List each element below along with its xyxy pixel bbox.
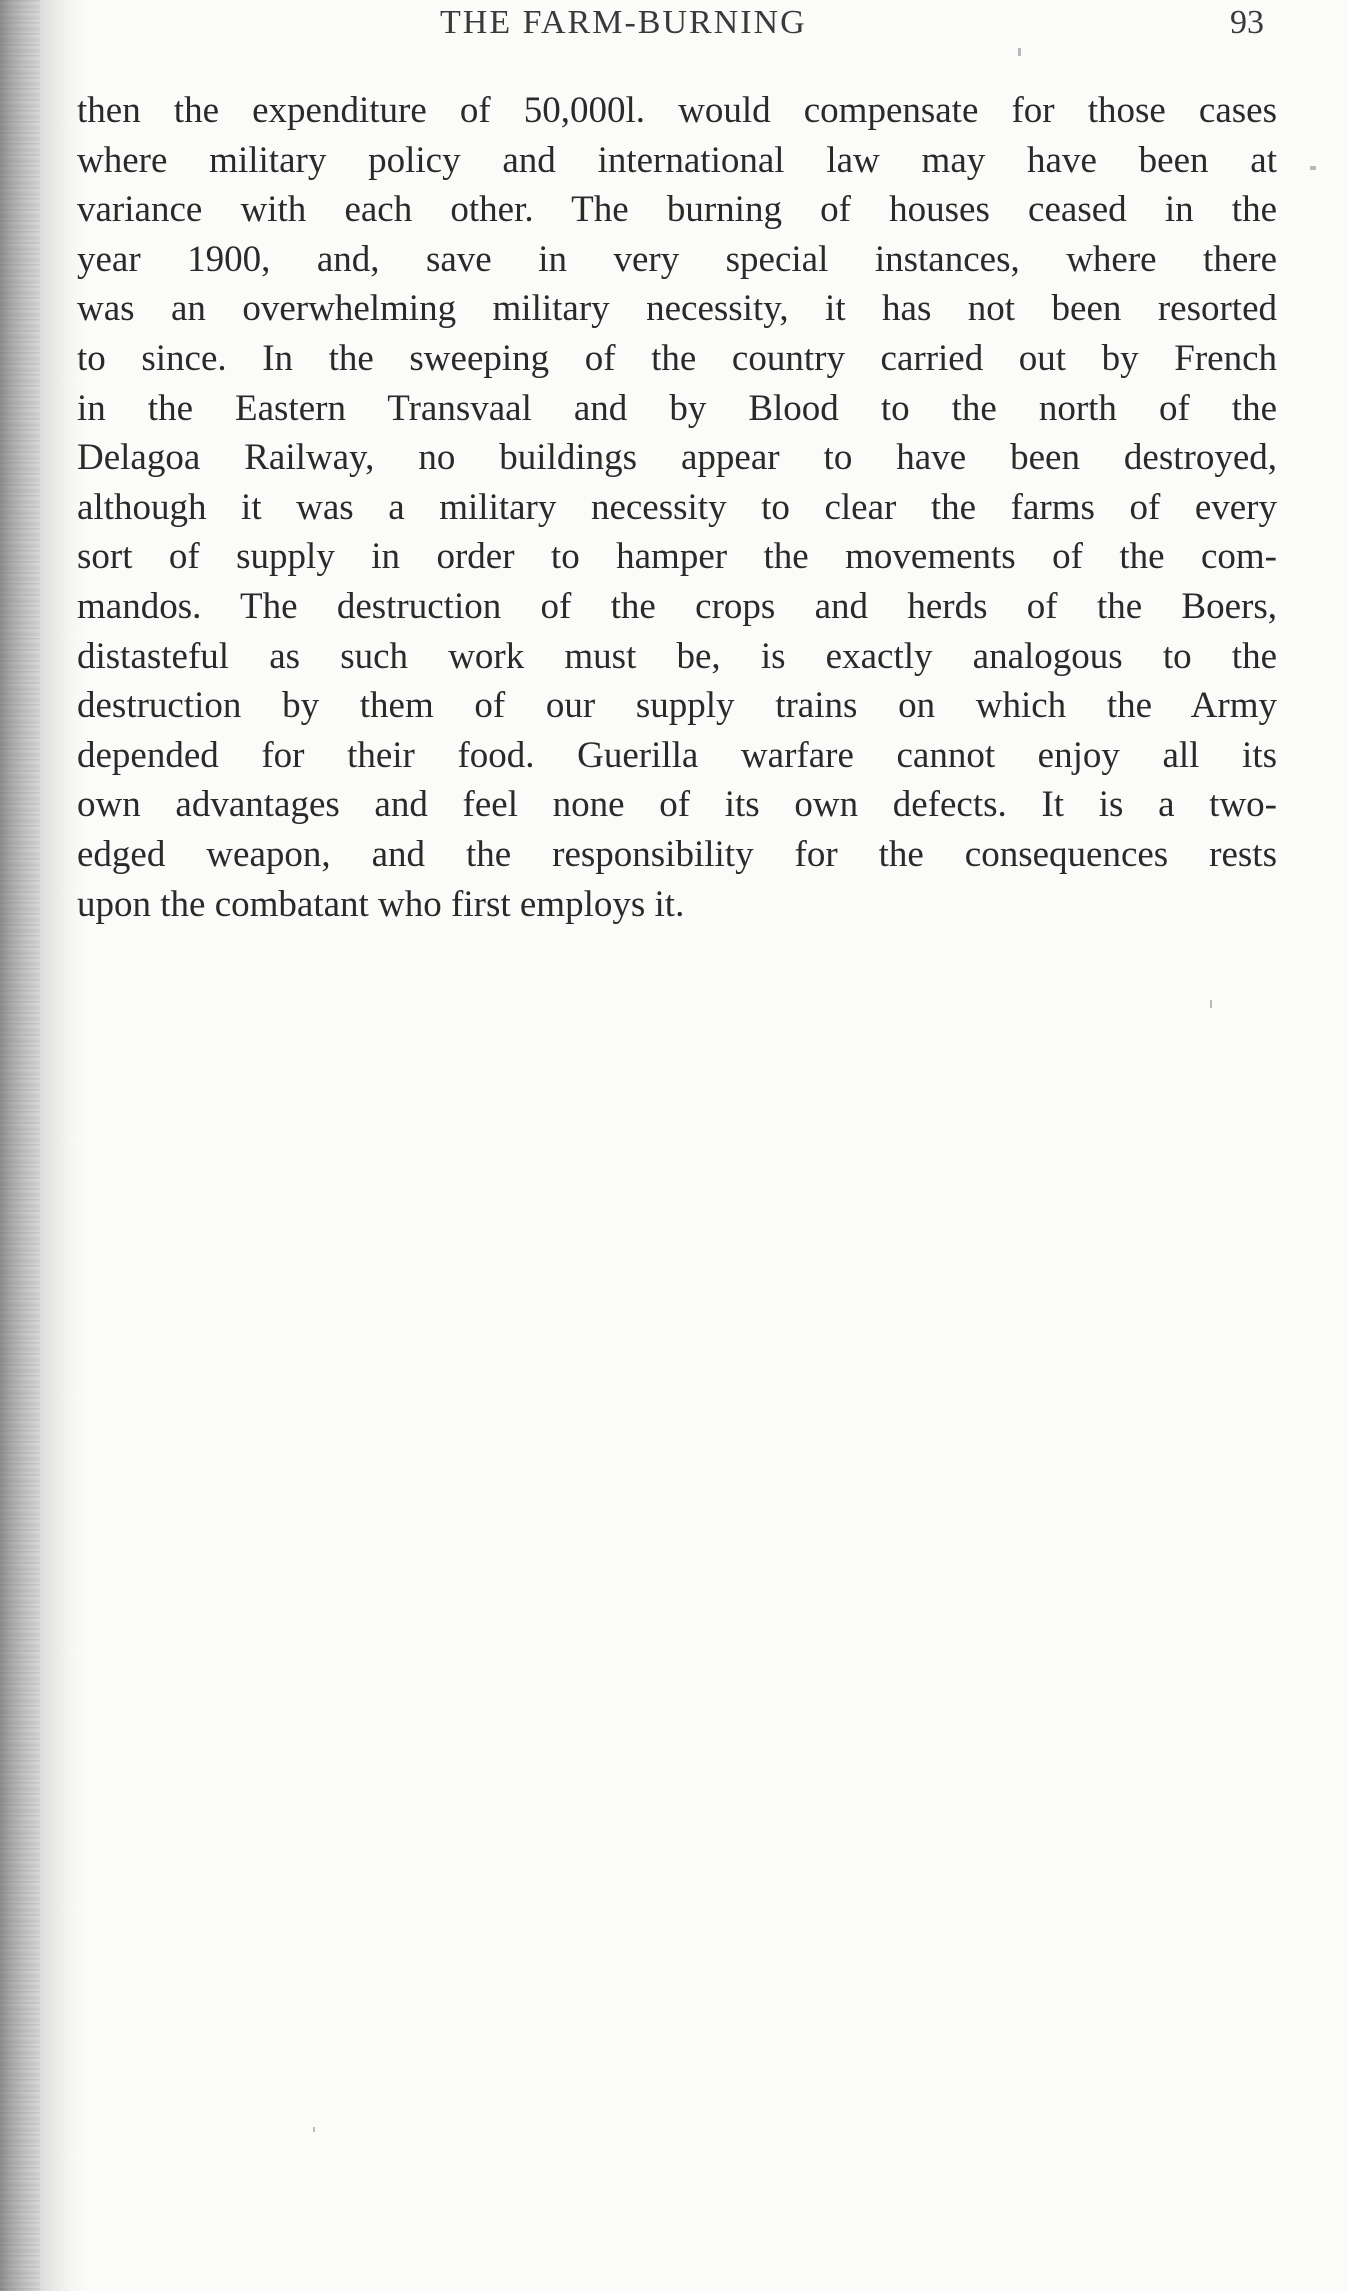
text-line: to since. In the sweeping of the country carried out by French xyxy=(77,337,1277,379)
text-line: mandos. The destruction of the crops and herds of the Boers, xyxy=(77,585,1277,627)
page-number: 93 xyxy=(1230,4,1264,41)
scan-speck xyxy=(313,2127,315,2132)
text-line: in the Eastern Transvaal and by Blood to the north of the xyxy=(77,387,1277,429)
text-line: Delagoa Railway, no buildings appear to have been destroyed, xyxy=(77,437,1277,479)
scan-speck xyxy=(1310,166,1316,170)
text-line: was an overwhelming military necessity, it has not been resorted xyxy=(77,288,1277,330)
text-line: variance with each other. The burning of houses ceased in the xyxy=(77,189,1277,231)
text-line: then the expenditure of 50,000l. would compensate for those cases xyxy=(77,90,1277,131)
scan-speck xyxy=(1018,48,1021,56)
text-line: upon the combatant who first employs it. xyxy=(77,883,685,925)
text-line: depended for their food. Guerilla warfare cannot enjoy all its xyxy=(77,734,1277,776)
running-title: THE FARM-BURNING xyxy=(440,4,807,41)
text-line: edged weapon, and the responsibility for the consequences rests xyxy=(77,833,1277,875)
text-line: sort of supply in order to hamper the movements of the com- xyxy=(77,536,1277,578)
text-line: although it was a military necessity to clear the farms of every xyxy=(77,486,1277,528)
body-paragraph xyxy=(77,86,1277,929)
scan-speck xyxy=(1210,1000,1212,1008)
text-line: where military policy and international law may have been at xyxy=(77,139,1277,181)
text-line: destruction by them of our supply trains on which the Army xyxy=(77,685,1277,727)
text-line: distasteful as such work must be, is exactly analogous to the xyxy=(77,635,1277,677)
binding-speckle xyxy=(0,0,40,2291)
text-line: year 1900, and, save in very special instances, where there xyxy=(77,238,1277,280)
text-line: own advantages and feel none of its own defects. It is a two- xyxy=(77,784,1277,826)
